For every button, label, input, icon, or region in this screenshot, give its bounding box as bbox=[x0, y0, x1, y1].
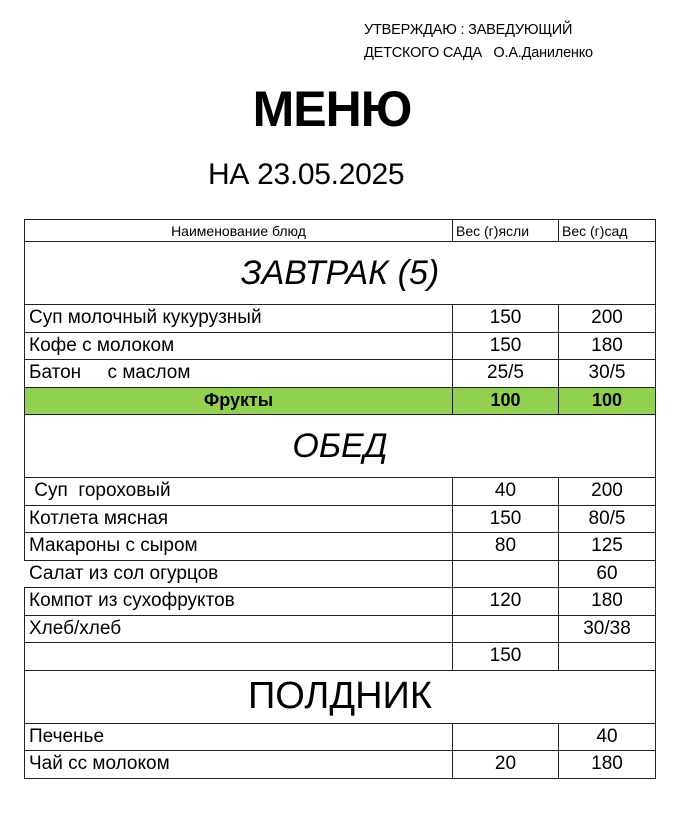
weight-nursery: 25/5 bbox=[453, 360, 559, 388]
header-dish-name: Наименование блюд bbox=[25, 220, 453, 242]
dish-name: Печенье bbox=[25, 723, 453, 751]
table-row bbox=[25, 478, 656, 506]
section-title: ОБЕД bbox=[25, 415, 656, 478]
header-weight-nursery: Вес (г)ясли bbox=[453, 220, 559, 242]
approval-line-1: УТВЕРЖДАЮ : ЗАВЕДУЮЩИЙ bbox=[364, 22, 573, 38]
dish-name bbox=[25, 643, 453, 671]
dish-name: Макароны с сыром bbox=[25, 533, 453, 561]
weight-kindergarten: 200 bbox=[559, 478, 656, 506]
page-title: МЕНЮ bbox=[252, 81, 412, 137]
dish-name: Суп гороховый bbox=[25, 478, 453, 506]
table-row bbox=[25, 332, 656, 360]
table-row bbox=[25, 360, 656, 388]
weight-nursery: 150 bbox=[453, 643, 559, 671]
weight-kindergarten: 180 bbox=[559, 751, 656, 779]
weight-nursery: 80 bbox=[453, 533, 559, 561]
table-row bbox=[25, 305, 656, 333]
weight-kindergarten: 180 bbox=[559, 332, 656, 360]
table-row-highlighted bbox=[25, 387, 656, 415]
weight-kindergarten: 100 bbox=[559, 387, 656, 415]
section-title: ПОЛДНИК bbox=[25, 670, 656, 723]
dish-name: Компот из сухофруктов bbox=[25, 588, 453, 616]
menu-date: НА 23.05.2025 bbox=[208, 158, 405, 191]
table-row bbox=[25, 533, 656, 561]
weight-kindergarten bbox=[559, 643, 656, 671]
table-header bbox=[25, 220, 656, 242]
table-row bbox=[25, 588, 656, 616]
weight-nursery: 150 bbox=[453, 305, 559, 333]
weight-nursery: 40 bbox=[453, 478, 559, 506]
weight-nursery: 100 bbox=[453, 387, 559, 415]
dish-name: Салат из сол огурцов bbox=[25, 560, 453, 588]
section-lunch bbox=[25, 415, 656, 478]
table-row bbox=[25, 751, 656, 779]
dish-name: Чай сс молоком bbox=[25, 751, 453, 779]
weight-nursery: 150 bbox=[453, 332, 559, 360]
table-row bbox=[25, 643, 656, 671]
weight-kindergarten: 125 bbox=[559, 533, 656, 561]
weight-nursery bbox=[453, 615, 559, 643]
weight-nursery: 20 bbox=[453, 751, 559, 779]
menu-table bbox=[24, 219, 656, 779]
table-row bbox=[25, 505, 656, 533]
table-row bbox=[25, 615, 656, 643]
dish-name: Батон с маслом bbox=[25, 360, 453, 388]
section-breakfast bbox=[25, 242, 656, 305]
approval-line-2: ДЕТСКОГО САДА О.А.Даниленко bbox=[364, 45, 593, 61]
weight-kindergarten: 60 bbox=[559, 560, 656, 588]
dish-name: Фрукты bbox=[25, 387, 453, 415]
weight-kindergarten: 80/5 bbox=[559, 505, 656, 533]
dish-name: Кофе с молоком bbox=[25, 332, 453, 360]
header-weight-kindergarten: Вес (г)сад bbox=[559, 220, 656, 242]
section-afternoon-snack bbox=[25, 670, 656, 723]
dish-name: Котлета мясная bbox=[25, 505, 453, 533]
weight-kindergarten: 200 bbox=[559, 305, 656, 333]
weight-kindergarten: 30/38 bbox=[559, 615, 656, 643]
section-title: ЗАВТРАК (5) bbox=[25, 242, 656, 305]
weight-nursery: 120 bbox=[453, 588, 559, 616]
dish-name: Хлеб/хлеб bbox=[25, 615, 453, 643]
table-row bbox=[25, 723, 656, 751]
weight-kindergarten: 40 bbox=[559, 723, 656, 751]
table-row bbox=[25, 560, 656, 588]
weight-nursery: 150 bbox=[453, 505, 559, 533]
weight-kindergarten: 180 bbox=[559, 588, 656, 616]
approval-stamp bbox=[364, 19, 593, 65]
weight-kindergarten: 30/5 bbox=[559, 360, 656, 388]
weight-nursery bbox=[453, 723, 559, 751]
dish-name: Суп молочный кукурузный bbox=[25, 305, 453, 333]
weight-nursery bbox=[453, 560, 559, 588]
